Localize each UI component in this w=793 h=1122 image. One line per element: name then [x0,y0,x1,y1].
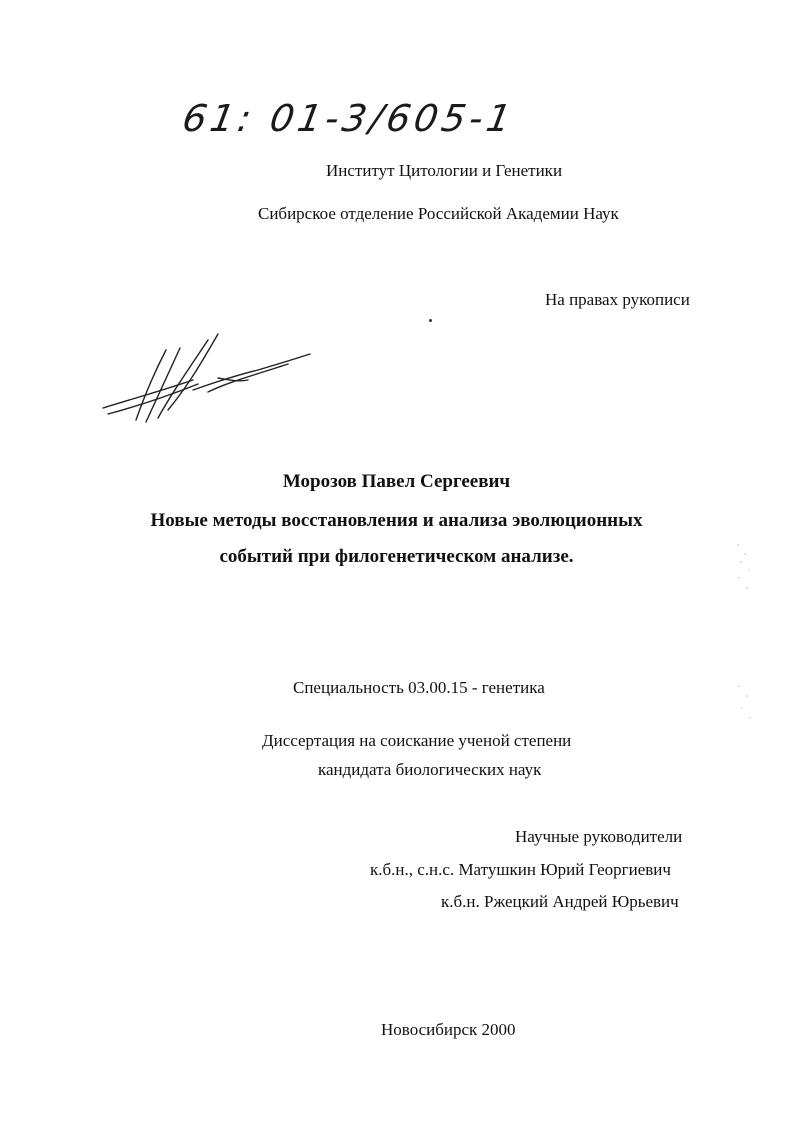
scan-noise [733,680,763,730]
scan-noise [733,540,763,600]
archive-code-handwritten: 61: 01-3/605-1 [179,97,519,140]
supervisor-2: к.б.н. Ржецкий Андрей Юрьевич [441,892,679,911]
signature-icon [98,330,318,430]
supervisor-1: к.б.н., с.н.с. Матушкин Юрий Георгиевич [370,860,671,879]
manuscript-rights: На правах рукописи [545,290,690,309]
author-name: Морозов Павел Сергеевич [282,471,511,492]
dissertation-title-line-1: Новые методы восстановления и анализа эволюционных [150,510,643,531]
city-year: Новосибирск 2000 [381,1020,516,1039]
academy-branch: Сибирское отделение Российской Академии Наук [258,204,619,223]
supervisors-heading: Научные руководители [515,827,683,846]
dissertation-title-line-2: событий при филогенетическом анализе. [219,546,574,567]
specialty: Специальность 03.00.15 - генетика [293,678,545,697]
institute-name: Институт Цитологии и Генетики [326,161,563,180]
degree-line-2: кандидата биологических наук [318,760,542,779]
scan-speck [429,319,432,322]
degree-line-1: Диссертация на соискание ученой степени [262,731,572,750]
